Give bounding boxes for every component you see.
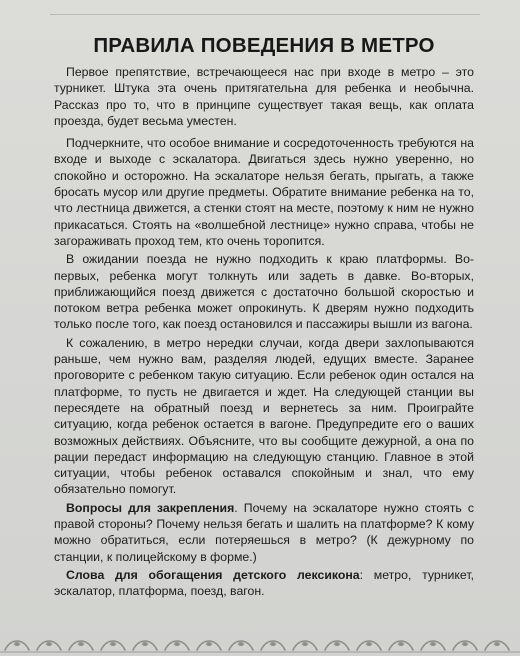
decorative-footer-border	[0, 626, 520, 656]
paragraph-turnstile: Первое препятствие, встречающееся нас при входе в метро – это турникет. Штука эта очень притягательна для ребенка и необычна. Рассказ про то, что в принципе существует такая вещь, как оплата проезда, будет весьма уместен.	[54, 65, 474, 128]
paragraph-escalator: Подчеркните, что особое внимание и сосредоточенность требуются на входе и выходе с эскалатора. Двигаться здесь нужно уверенно, но спокойно и осторожно. На эскалаторе нельзя бегать, прыгать, а также бросать мусор или другие предметы. Обратите внимание ребенка на то, что лестница движется, а стенки стоят на месте, поэтому к ним не нужно прикасаться. Стоять на «волшебной лестнице» нужно справа, чтобы не загораживать проход тем, кто очень торопится.	[54, 136, 474, 248]
paragraph-doors: К сожалению, в метро нередки случаи, когда двери захлопываются раньше, чем нужно вам, разделяя людей, едущих вместе. Заранее проговорите с ребенком такую ситуацию. Если ребенок один остался на платформе, то пусть не двигается и ждет. На следующей станции вы пересядете на обратный поезд и вернетесь за ним. Проиграйте ситуацию, когда ребенок остается в вагоне. Предупредите его о ваших возможных действиях. Объясните, что вы сообщите дежурной, а она по рации передаст информацию на следующую станцию. Главное в этой ситуации, чтобы ребенок оставался спокойным и знал, что ему обязательно помогут.	[54, 335, 474, 497]
page-top-rule	[50, 14, 480, 15]
vocabulary-text: : метро, турникет, эскалатор, платформа, поезд, вагон.	[54, 567, 475, 599]
page-title: ПРАВИЛА ПОВЕДЕНИЯ В МЕТРО	[93, 34, 435, 57]
paragraph-questions	[54, 500, 474, 565]
questions-heading: Вопросы для закрепления	[66, 500, 235, 515]
questions-text: . Почему на эскалаторе нужно стоять с правой стороны? Почему нельзя бегать и шалить на платформе? К кому можно обратиться, если потеряешься в метро? (К дежурному по станции, к полицейскому в форме.)	[54, 500, 474, 564]
page-content	[54, 34, 474, 602]
paragraph-platform: В ожидании поезда не нужно подходить к краю платформы. Во-первых, ребенка могут толкнуть или задеть в давке. Во-вторых, приближающийся поезд движется с достаточно большой скоростью и потоком ветра ребенка может опрокинуть. К дверям нужно подходить только после того, как поезд остановился и пассажиры вышли из вагона.	[54, 252, 474, 332]
vocabulary-heading: Слова для обогащения детского лексикона	[66, 567, 360, 582]
paragraph-vocabulary	[54, 567, 474, 600]
